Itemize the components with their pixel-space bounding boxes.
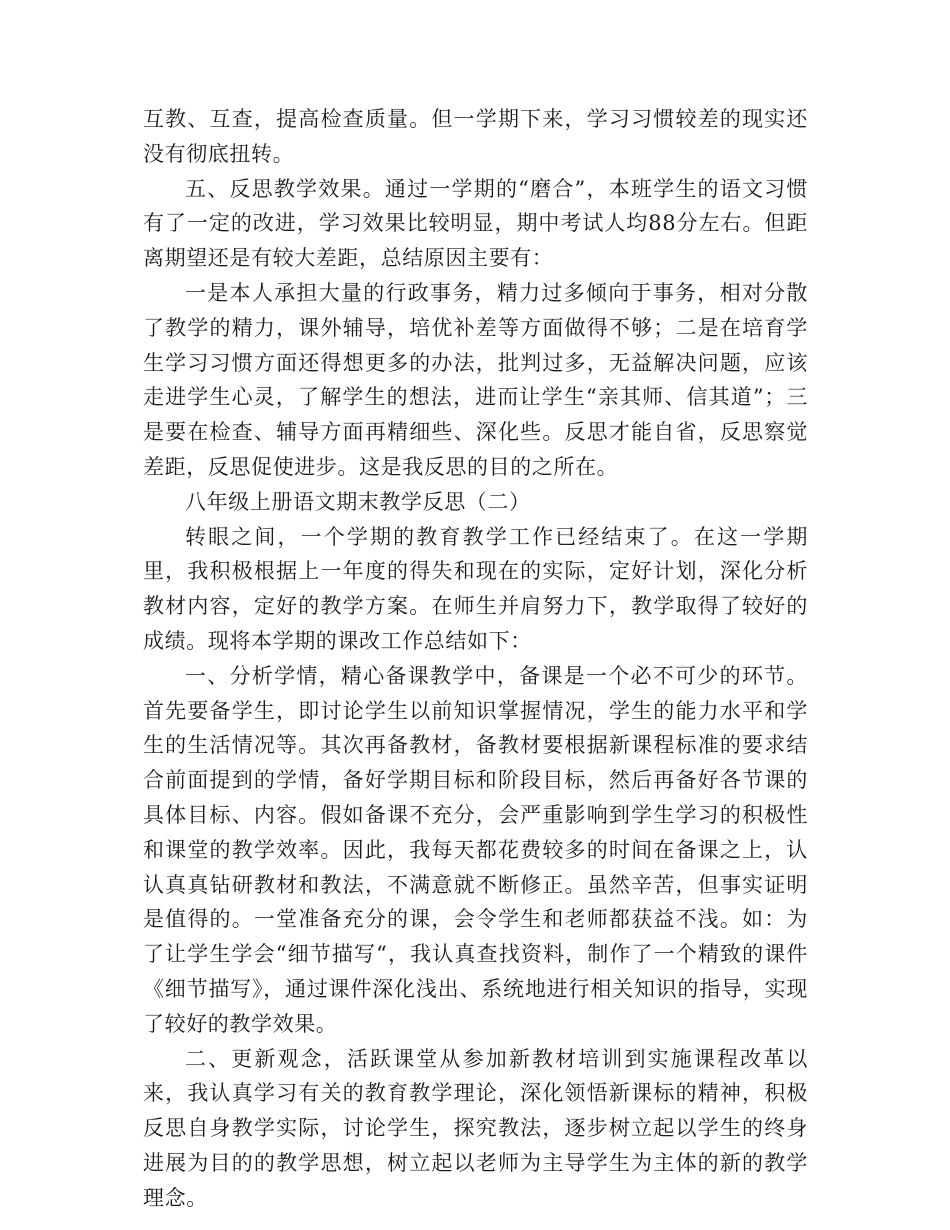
section-heading: 八年级上册语文期末教学反思（二） — [185, 489, 531, 514]
paragraph-reflect-effect: 五、反思教学效果。通过一学期的“磨合”，本班学生的语文习惯有了一定的改进，学习效果比较明显，期中考试人均88分左右。但距离期望还是有较大差距，总结原因主要有： — [143, 176, 808, 271]
paragraph-intro: 转眼之间，一个学期的教育教学工作已经结束了。在这一学期里，我积极根据上一年度的得失和现在的实际，定好计划，深化分析教材内容，定好的教学方案。在师生并肩努力下，教学取得了较好的成绩。现将本学期的课改工作总结如下： — [143, 524, 808, 653]
paragraph-new-concepts: 二、更新观念，活跃课堂从参加新教材培训到实施课程改革以来，我认真学习有关的教育教学理论，深化领悟新课标的精神，积极反思自身教学实际，讨论学生，探究教法，逐步树立起以学生的终身进展为目的的教学思想，树立起以老师为主导学生为主体的新的教学理念。 — [143, 1046, 808, 1210]
document-page — [143, 102, 808, 1216]
paragraph-reasons: 一是本人承担大量的行政事务，精力过多倾向于事务，相对分散了教学的精力，课外辅导，培优补差等方面做得不够；二是在培育学生学习习惯方面还得想更多的办法，批判过多，无益解决问题，应该走进学生心灵，了解学生的想法，进而让学生“亲其师、信其道”；三是要在检查、辅导方面再精细些、深化些。反思才能自省，反思察觉差距，反思促使进步。这是我反思的目的之所在。 — [143, 280, 808, 479]
paragraph-continuation: 互教、互查，提高检查质量。但一学期下来，学习习惯较差的现实还没有彻底扭转。 — [143, 107, 808, 166]
paragraph-lesson-prep: 一、分析学情，精心备课教学中，备课是一个必不可少的环节。首先要备学生，即讨论学生以前知识掌握情况，学生的能力水平和学生的生活情况等。其次再备教材，备教材要根据新课程标准的要求结合前面提到的学情，备好学期目标和阶段目标，然后再备好各节课的具体目标、内容。假如备课不充分，会严重影响到学生学习的积极性和课堂的教学效率。因此，我每天都花费较多的时间在备课之上，认认真真钻研教材和教法，不满意就不断修正。虽然辛苦，但事实证明是值得的。一堂准备充分的课，会令学生和老师都获益不浅。如：为了让学生学会“细节描写“，我认真查找资料，制作了一个精致的课件《细节描写》，通过课件深化浅出、系统地进行相关知识的指导，实现了较好的教学效果。 — [143, 663, 808, 1036]
